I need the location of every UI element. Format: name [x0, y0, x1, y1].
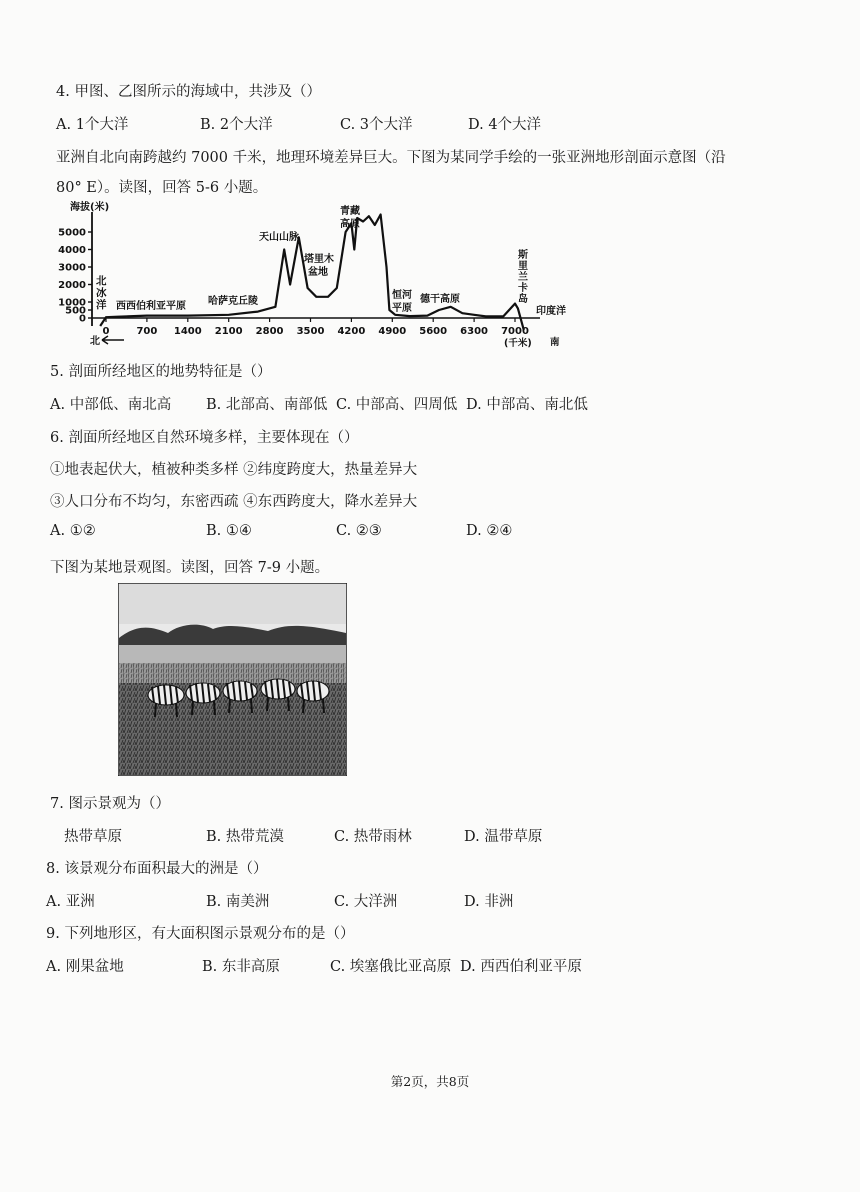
- y-tick-label: 5000: [58, 227, 86, 239]
- question-5-option-d[interactable]: D. 中部高、南北低: [466, 397, 588, 413]
- x-tick-label: 4200: [337, 326, 366, 337]
- question-7-option-a[interactable]: 热带草原: [64, 829, 122, 845]
- question-7-stem: 7. 图示景观为（）: [50, 796, 170, 812]
- question-5-option-a[interactable]: A. 中部低、南北高: [50, 397, 172, 413]
- question-9-option-a[interactable]: A. 刚果盆地: [46, 959, 124, 975]
- question-7-option-b[interactable]: B. 热带荒漠: [206, 829, 284, 845]
- x-tick-label: 4900: [378, 326, 407, 337]
- x-tick-label: 6300: [460, 326, 489, 337]
- question-6-option-c[interactable]: C. ②③: [336, 523, 382, 539]
- question-7-option-d[interactable]: D. 温带草原: [464, 829, 543, 845]
- y-tick-label: 500: [65, 305, 86, 317]
- savanna-landscape-photo: [118, 583, 347, 776]
- intro-7-9: 下图为某地景观图。读图，回答 7-9 小题。: [50, 560, 330, 576]
- question-9-option-d[interactable]: D. 西西伯利亚平原: [460, 959, 582, 975]
- label-indian-ocean: 印度洋: [536, 306, 566, 317]
- question-8-option-c[interactable]: C. 大洋洲: [334, 894, 398, 910]
- label-arctic-ocean: 北冰洋: [96, 275, 107, 311]
- question-5-option-c[interactable]: C. 中部高、四周低: [336, 397, 458, 413]
- profile-south-label: 南: [550, 337, 560, 348]
- question-5-option-b[interactable]: B. 北部高、南部低: [206, 397, 328, 413]
- asia-profile-figure: [50, 198, 610, 350]
- label-tarim-basin: 塔里木 盆地: [304, 254, 334, 278]
- question-5-stem: 5. 剖面所经地区的地势特征是（）: [50, 364, 272, 380]
- y-tick-label: 1000: [58, 297, 86, 309]
- x-tick-label: 700: [136, 326, 158, 337]
- label-sri-lanka: 斯里兰卡岛: [518, 250, 528, 305]
- profile-ylabel: 海拔(米): [70, 202, 110, 213]
- north-arrow-icon: [102, 336, 124, 344]
- question-4-option-a[interactable]: A. 1个大洋: [56, 117, 129, 133]
- label-west-siberian-plain: 西西伯利亚平原: [116, 301, 186, 312]
- label-ganges-plain: 恒河 平原: [392, 290, 412, 314]
- question-6-stem: 6. 剖面所经地区自然环境多样，主要体现在（）: [50, 430, 359, 446]
- question-6-option-d[interactable]: D. ②④: [466, 523, 513, 539]
- profile-north-label: 北: [90, 336, 100, 347]
- y-tick-label: 2000: [58, 280, 86, 291]
- question-6-option-b[interactable]: B. ①④: [206, 523, 252, 539]
- intro-5-6-line-2: 80° E）。读图，回答 5-6 小题。: [56, 180, 268, 196]
- question-4-option-b[interactable]: B. 2个大洋: [200, 117, 273, 133]
- question-6-option-a[interactable]: A. ①②: [50, 523, 96, 539]
- question-9-option-c[interactable]: C. 埃塞俄比亚高原: [330, 959, 452, 975]
- label-tianshan: 天山山脉: [259, 232, 299, 243]
- x-tick-label: 7000: [501, 326, 529, 337]
- y-tick-label: 0: [79, 313, 86, 325]
- question-9-stem: 9. 下列地形区，有大面积图示景观分布的是（）: [46, 926, 355, 942]
- question-4-option-c[interactable]: C. 3个大洋: [340, 117, 413, 133]
- x-tick-label: 0: [102, 326, 110, 337]
- question-8-stem: 8. 该景观分布面积最大的洲是（）: [46, 861, 268, 877]
- x-tick-label: 2800: [255, 326, 284, 337]
- question-8-option-a[interactable]: A. 亚洲: [46, 894, 95, 910]
- question-8-option-b[interactable]: B. 南美洲: [206, 894, 270, 910]
- x-tick-label: 2100: [214, 326, 243, 337]
- x-tick-label: 5600: [419, 326, 448, 337]
- question-4-stem: 4. 甲图、乙图所示的海域中，共涉及（）: [56, 84, 321, 100]
- question-7-option-c[interactable]: C. 热带雨林: [334, 829, 412, 845]
- question-4-option-d[interactable]: D. 4个大洋: [468, 117, 542, 133]
- y-tick-label: 3000: [58, 262, 86, 274]
- label-kazakh-hills: 哈萨克丘陵: [208, 296, 258, 307]
- label-deccan-plateau: 德干高原: [420, 294, 460, 305]
- x-tick-label: 1400: [173, 326, 202, 337]
- page-number: 第2页，共8页: [390, 1074, 470, 1089]
- y-tick-label: 4000: [58, 245, 86, 256]
- profile-x-unit: (千米): [504, 338, 532, 349]
- question-6-items-line-2: ③人口分布不均匀，东密西疏 ④东西跨度大，降水差异大: [50, 494, 418, 510]
- question-9-option-b[interactable]: B. 东非高原: [202, 959, 280, 975]
- question-6-items-line-1: ①地表起伏大，植被种类多样 ②纬度跨度大，热量差异大: [50, 462, 418, 478]
- x-tick-label: 3500: [296, 326, 325, 337]
- intro-5-6-line-1: 亚洲自北向南跨越约 7000 千米，地理环境差异巨大。下图为某同学手绘的一张亚洲地形剖面示意图（沿: [56, 150, 726, 166]
- label-tibet-plateau: 青藏 高原: [340, 206, 360, 230]
- question-8-option-d[interactable]: D. 非洲: [464, 894, 514, 910]
